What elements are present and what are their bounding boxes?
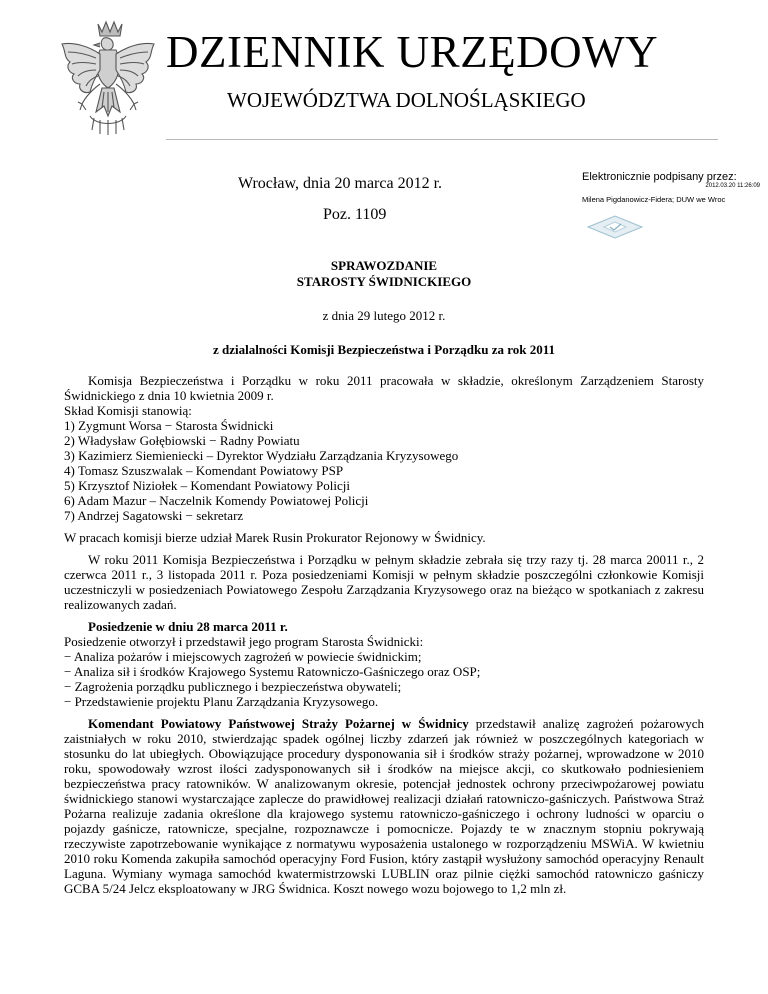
agenda-item: − Zagrożenia porządku publicznego i bezpieczeństwa obywateli; [64,679,402,694]
document-author: STAROSTY ŚWIDNICKIEGO [296,274,472,289]
members-label: Skład Komisji stanowią: [64,403,192,418]
agenda-item: − Przedstawienie projektu Planu Zarządzania Kryzysowego. [64,694,379,709]
signature-check-icon [586,214,644,240]
document-body [64,373,704,896]
member-item: 7) Andrzej Sagatowski − sekretarz [64,508,244,523]
member-item: 3) Kazimierz Siemieniecki – Dyrektor Wydziału Zarządzania Kryzysowego [64,448,459,463]
member-item: 2) Władysław Gołębiowski − Radny Powiatu [64,433,300,448]
member-item: 1) Zygmunt Worsa − Starosta Świdnicki [64,418,274,433]
signature-signer: Milena Pigdanowicz-Fidera; DUW we Wroc [582,195,726,204]
intro-paragraph: Komisja Bezpieczeństwa i Porządku w roku 2011 pracowała w składzie, określonym Zarządzeniem Starosty Świdnickiego z dnia 10 kwietnia 2009 r. [64,373,704,403]
electronic-signature [582,171,768,204]
commander-title: Komendant Powiatowy Państwowej Straży Pożarnej w Świdnicy [88,716,469,731]
eagle-emblem-icon [56,18,160,136]
member-item: 4) Tomasz Szuszwalak – Komendant Powiatowy PSP [64,463,344,478]
agenda-item: − Analiza sił i środków Krajowego Systemu Ratowniczo-Gaśniczego oraz OSP; [64,664,481,679]
commander-report: przedstawił analizę zagrożeń pożarowych zaistniałych w roku 2010, stwierdzając spadek ogólnej liczby zdarzeń jak również w poszczególnych kategoriach w stosunku do lat ubiegłych. Obowiązujące procedury dysponowania sił i środków straży pożarnej, wprowadzone w 2010 roku, spowodowały wzrost ilości zadysponowanych sił i środków na miejsce akcji, co skutkowało podniesieniem bezpieczeństwa pracy ratowników. W analizowanym okresie, potencjał jednostek ochrony przeciwpożarowej powiatu świdnickiego stanowi wystarczające zaplecze do prawidłowej realizacji działań ratowniczo-gaśniczych. Państwowa Straż Pożarna realizuje zadania określone dla krajowego systemu ratowniczo-gaśniczego i ochrony ludności w oparciu o pojazdy gaśnicze, ratownicze, specjalne, rozpoznawcze i pomocnicze. Pojazdy te w znacznym stopniu pokrywają rzeczywiste zapotrzebowanie wynikające z normatywu wyposażenia ustalonego w rozporządzeniu MSWiA. W kwietniu 2010 roku Komenda zakupiła samochód operacyjny Ford Fusion, który zastąpił wysłużony samochód operacyjny Renault Laguna. Wymiany wymaga samochód kwatermistrzowski LUBLIN oraz pilnie ciężki samochód ratowniczo gaśniczy GCBA 5/24 Jelcz eksploatowany w JRG Świdnica. Koszt nowego wozu bojowego to 1,2 mln zł. [64,716,704,896]
member-item: 6) Adam Mazur – Naczelnik Komendy Powiatowej Policji [64,493,369,508]
prosecutor-paragraph: W pracach komisji bierze udział Marek Rusin Prokurator Rejonowy w Świdnicy. [64,530,486,545]
document-subject: z dzialalności Komisji Bezpieczeństwa i Porządku za rok 2011 [212,342,556,357]
signature-timestamp: 2012.03.20 11:26:09 [705,183,760,189]
document-date: z dnia 29 lutego 2012 r. [322,308,446,323]
journal-subtitle: WOJEWÓDZTWA DOLNOŚLĄSKIEGO [227,88,586,112]
meetings-paragraph: W roku 2011 Komisja Bezpieczeństwa i Porządku w pełnym składzie zebrała się trzy razy tj. 28 marca 20011 r., 2 czerwca 2011 r., 3 listopada 2011 r. Poza posiedzeniami Komisji w pełnym składzie poszczególni członkowie Komisji uczestniczyli w posiedzeniach Powiatowego Zespołu Zarządzania Kryzysowego oraz na bieżąco w spotkaniach z zakresu realizowanych zadań. [64,552,704,612]
signature-title: Elektronicznie podpisany przez: [582,171,737,183]
session-heading: Posiedzenie w dniu 28 marca 2011 r. [88,619,288,634]
member-item: 5) Krzysztof Niziołek – Komendant Powiatowy Policji [64,478,350,493]
place-date: Wrocław, dnia 20 marca 2012 r. [238,175,443,192]
header-divider [166,139,718,140]
session-intro: Posiedzenie otworzył i przedstawił jego program Starosta Świdnicki: [64,634,424,649]
agenda-item: − Analiza pożarów i miejscowych zagrożeń w powiecie świdnickim; [64,649,422,664]
journal-title: DZIENNIK URZĘDOWY [166,27,659,77]
document-heading: SPRAWOZDANIE [330,258,438,273]
position-number: Poz. 1109 [323,206,387,223]
commander-paragraph [64,716,704,896]
